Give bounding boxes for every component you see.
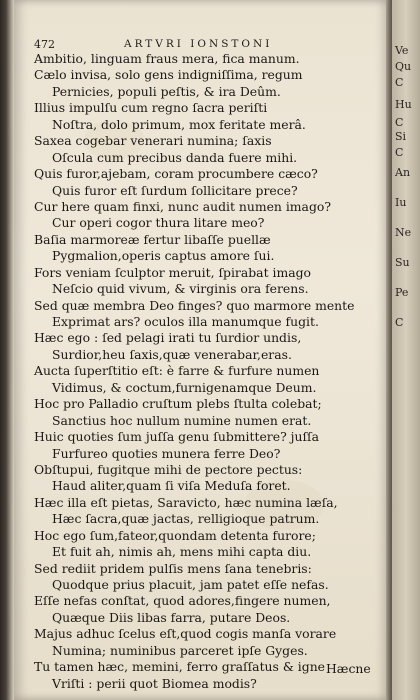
verse-line: Sed quæ membra Deo finges? quo marmore mente	[34, 297, 355, 313]
verse-line: Huic quoties ſum juſſa genu ſubmittere? juſſa	[34, 429, 320, 445]
verse-line: Vidimus, & coctum,furnigenamque Deum.	[52, 379, 317, 395]
page-number: 472	[34, 38, 55, 51]
verse-line: Surdior,heu ſaxis,quæ venerabar,eras.	[52, 346, 292, 362]
verse-line: Hoc pro Palladio cruſtum plebs ſtulta colebat;	[34, 396, 322, 412]
verse-line: Baſia marmoreæ fertur libaſſe puellæ	[34, 231, 271, 247]
verse-line: Oſcula cum precibus danda fuere mihi.	[52, 149, 298, 165]
verse-line: Ambitio, linguam fraus mera, fica manum.	[34, 51, 300, 66]
verse-line: Illius impulſu cum regno ſacra periſti	[34, 100, 268, 116]
facing-page-fragment: Pe	[395, 286, 409, 299]
verse-line: Cælo invisa, solo gens indigniſſima, regum	[34, 67, 303, 83]
verse-line: Haud aliter,quam ſi viſa Meduſa foret.	[52, 478, 291, 494]
verse-line: Tu tamen hæc, memini, ferro graſſatus & igne	[34, 659, 326, 675]
verse-line: Sed rediit pridem pulſis mens ſana tenebris:	[34, 560, 312, 576]
verse-line: Pygmalion,operis captus amore ſui.	[52, 248, 275, 264]
facing-page-edge	[392, 0, 420, 700]
facing-page-fragment: Qu	[395, 60, 412, 73]
verse-line: Exprimat ars? oculos illa manumque fugit.	[52, 314, 319, 329]
facing-page-fragment: C	[395, 76, 404, 89]
facing-page-fragment: C	[395, 316, 404, 329]
verse-line: Quodque prius placuit, jam patet eſſe nefas.	[52, 577, 329, 592]
verse-line: Furfureo quoties munera ferre Deo?	[52, 445, 281, 461]
verse-line: Sanctius hoc nullum numine numen erat.	[52, 412, 312, 428]
facing-page-fragment: An	[395, 166, 411, 179]
verse-line: Numina; numinibus parceret ipſe Gyges.	[52, 642, 308, 658]
verse-line: Saxea cogebar venerari numina; ſaxis	[34, 133, 272, 149]
facing-page-fragment: C	[395, 116, 404, 129]
verse-line: Et fuit ah, nimis ah, mens mihi capta diu.	[52, 544, 312, 560]
verse-line: Obſtupui, fugitque mihi de pectore pectus:	[34, 461, 303, 477]
facing-page-fragment: Iu	[395, 196, 407, 209]
verse-line: Majus adhuc ſcelus eſt,quod cogis manſa vorare	[34, 626, 337, 642]
verse-line: Cur here quam finxi, nunc audit numen imago?	[34, 198, 331, 214]
catchword: Hæcne	[326, 661, 371, 676]
facing-page-fragment: Ne	[395, 226, 412, 239]
verse-line: Hoc ego ſum,fateor,quondam detenta furore;	[34, 527, 316, 543]
verse-line: Hæc ego : ſed pelagi irati tu ſurdior undis,	[34, 330, 302, 346]
verse-line: Neſcio quid vivum, & virginis ora ferens.	[52, 281, 309, 297]
verse-line: Fors veniam ſculptor meruit, ſpirabat imago	[34, 264, 311, 280]
verse-line: Hæc illa eſt pietas, Saravicto, hæc numina læſa,	[34, 494, 338, 510]
facing-page-fragment: Su	[395, 256, 410, 269]
verse-line: Quæque Diis libas farra, putare Deos.	[52, 609, 291, 625]
verse-line: Aucta ſuperſtitio eſt: è farre & furfure numen	[34, 363, 320, 379]
verse-line: Eſſe nefas conſtat, quod adores,fingere numen,	[34, 593, 331, 609]
facing-page-fragment: Hu	[395, 98, 412, 111]
verse-line: Pernicies, populi peſtis, & ira Deûm.	[52, 83, 281, 99]
facing-page-fragment: C	[395, 146, 404, 159]
verse-line: Hæc ſacra,quæ jactas, relligioque patrum.	[52, 511, 320, 527]
verse-line: Quis furor,ajebam, coram procumbere cæco?	[34, 166, 318, 182]
facing-page-fragment: Si	[395, 130, 407, 143]
running-title: ARTVRI IONSTONI	[124, 38, 273, 50]
verse-line: Cur operi cogor thura litare meo?	[52, 215, 265, 231]
verse-line: Noſtra, dolo primum, mox feritate merâ.	[52, 116, 306, 132]
verse-line: Vriſti : perii quot Biomea modis?	[52, 675, 257, 691]
facing-page-fragment: Ve	[395, 44, 409, 57]
poem-text	[34, 51, 374, 692]
verse-line: Quis furor eſt ſurdum ſollicitare prece?	[52, 182, 298, 198]
